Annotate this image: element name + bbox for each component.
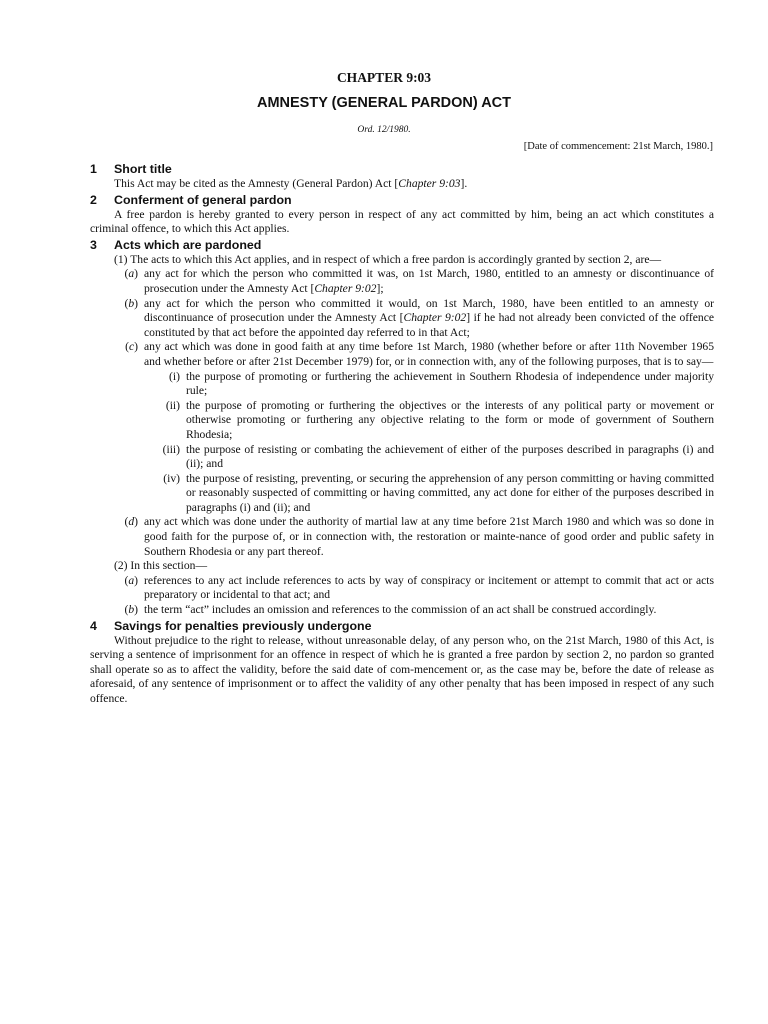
subparagraph-text: the purpose of promoting or furthering the achievement in Southern Rhodesia of independence under majority rule; <box>186 369 714 398</box>
paragraph-label: (b) <box>124 296 138 310</box>
subparagraph-label: (iv) <box>163 471 180 485</box>
text-run: any act for which the person who committed it was, on 1st March, 1980, entitled to an amnesty or discontinuance of prosecution under the Amnesty Act [ <box>144 267 714 295</box>
section-2-heading <box>90 192 714 208</box>
subsection-2-paragraph-a <box>90 574 714 603</box>
paragraph-d <box>90 515 714 559</box>
subsection-1-intro: (1) The acts to which this Act applies, and in respect of which a free pardon is accordingly granted by section 2, are— <box>114 252 662 266</box>
section-1-heading <box>90 161 714 177</box>
subparagraph-i <box>90 370 714 399</box>
chapter-number: CHAPTER 9:03 <box>336 70 432 85</box>
section-3-heading <box>90 237 714 253</box>
section-number: 4 <box>90 618 97 633</box>
subsection-2-paragraph-b <box>90 603 714 618</box>
text-run: ]; <box>376 281 384 295</box>
act-body <box>90 161 714 707</box>
section-number: 2 <box>90 192 97 207</box>
text-run: This Act may be cited as the Amnesty (General Pardon) Act [ <box>114 177 399 190</box>
act-title: AMNESTY (GENERAL PARDON) ACT <box>256 95 512 111</box>
subparagraph-iv <box>90 472 714 516</box>
text-run: any act for which the person who committed it would, on 1st March, 1980, have been entitled to an amnesty or discontinuance of prosecution under the Amnesty Act [ <box>144 296 714 325</box>
text-run: ]. <box>460 177 468 190</box>
paragraph-text <box>144 267 714 296</box>
paragraph-b <box>90 297 714 341</box>
section-number: 3 <box>90 237 97 252</box>
paragraph-label: (a) <box>124 573 138 587</box>
subsection-2-intro: (2) In this section— <box>114 559 208 573</box>
section-4-heading <box>90 618 714 634</box>
label-letter: b <box>128 603 135 617</box>
paragraph-text: any act which was done under the authority of martial law at any time before 21st March 1980 and which was so done in good faith for the purpose of, or in connection with, the restoration or mainte-nance of good order and public safety in Southern Rhodesia or any part thereof. <box>144 515 714 558</box>
commencement-date: [Date of commencement: 21st March, 1980.] <box>523 141 713 152</box>
subparagraph-ii <box>90 399 714 443</box>
section-2-text: A free pardon is hereby granted to every person in respect of any act committed by him, being an act which constitutes a criminal offence, to which this Act applies. <box>90 207 714 236</box>
label-letter: a <box>128 267 135 281</box>
subparagraph-label: (iii) <box>162 442 180 456</box>
subparagraph-text: the purpose of resisting, preventing, or securing the apprehension of any person committing or having committed or reasonably suspected of committing or having committed, any act done for either of the purposes described in paragraphs (i) and (ii); and <box>186 471 714 514</box>
subparagraph-label: (i) <box>169 369 180 383</box>
ordinance-reference: Ord. 12/1980. <box>357 125 411 135</box>
section-heading-text: Conferment of general pardon <box>114 192 292 207</box>
chapter-reference: Chapter 9:02 <box>403 311 467 325</box>
section-heading-text: Short title <box>114 162 172 176</box>
subparagraph-label: (ii) <box>165 398 180 412</box>
label-letter: d <box>128 515 135 529</box>
paragraph-label: (a) <box>124 267 138 281</box>
paragraph-a <box>90 267 714 296</box>
label-letter: c <box>128 340 135 354</box>
section-heading-text: Acts which are pardoned <box>114 237 262 252</box>
paragraph-label: (c) <box>125 340 138 354</box>
paragraph-text: references to any act include references to acts by way of conspiracy or incitement or attempt to commit that act or acts preparatory or incidental to that act; and <box>144 573 714 602</box>
chapter-reference: Chapter 9:03 <box>398 177 461 190</box>
paragraph-label: (d) <box>124 515 138 529</box>
section-number: 1 <box>90 162 97 176</box>
chapter-reference: Chapter 9:02 <box>314 281 377 295</box>
label-letter: a <box>128 573 135 587</box>
subparagraph-text: the purpose of resisting or combating the achievement of either of the purposes described in paragraphs (i) and (ii); and <box>186 442 714 471</box>
label-letter: b <box>128 296 135 310</box>
paragraph-text: any act which was done in good faith at any time before 1st March, 1980 (whether before or after 11th November 1965 and whether before or after 21st December 1979) for, or in connection with, any of the following purposes, that is to say— <box>144 340 714 368</box>
section-heading-text: Savings for penalties previously undergone <box>114 618 372 633</box>
text-run: ] if he had not already been convicted of the offence constituted by that act before the appointed day referred to in that Act; <box>144 311 714 339</box>
section-1-text <box>90 177 714 192</box>
paragraph-text: the term “act” includes an omission and references to the commission of an act shall be construed accordingly. <box>144 603 657 617</box>
subparagraph-iii <box>90 443 714 472</box>
paragraph-label: (b) <box>124 603 138 617</box>
paragraph-c <box>90 340 714 369</box>
paragraph-text <box>144 297 714 341</box>
subparagraph-text: the purpose of promoting or furthering the objectives or the interests of any political party or movement or otherwise promoting or furthering any objective relating to the form or mode of government of Southern Rhodesia; <box>186 398 714 441</box>
section-4-text: Without prejudice to the right to release, without unreasonable delay, of any person who, on the 21st March, 1980 of this Act, is serving a sentence of imprisonment for an offence in respect of which he is granted a free pardon by section 2, no pardon so granted shall operate so as to affect the validity, before the said date of com-mencement or, as the case may be, before the date of release as aforesaid, of any sentence of imprisonment or to affect the validity of any other penalty that has been imposed in respect of any such offence. <box>90 633 714 705</box>
